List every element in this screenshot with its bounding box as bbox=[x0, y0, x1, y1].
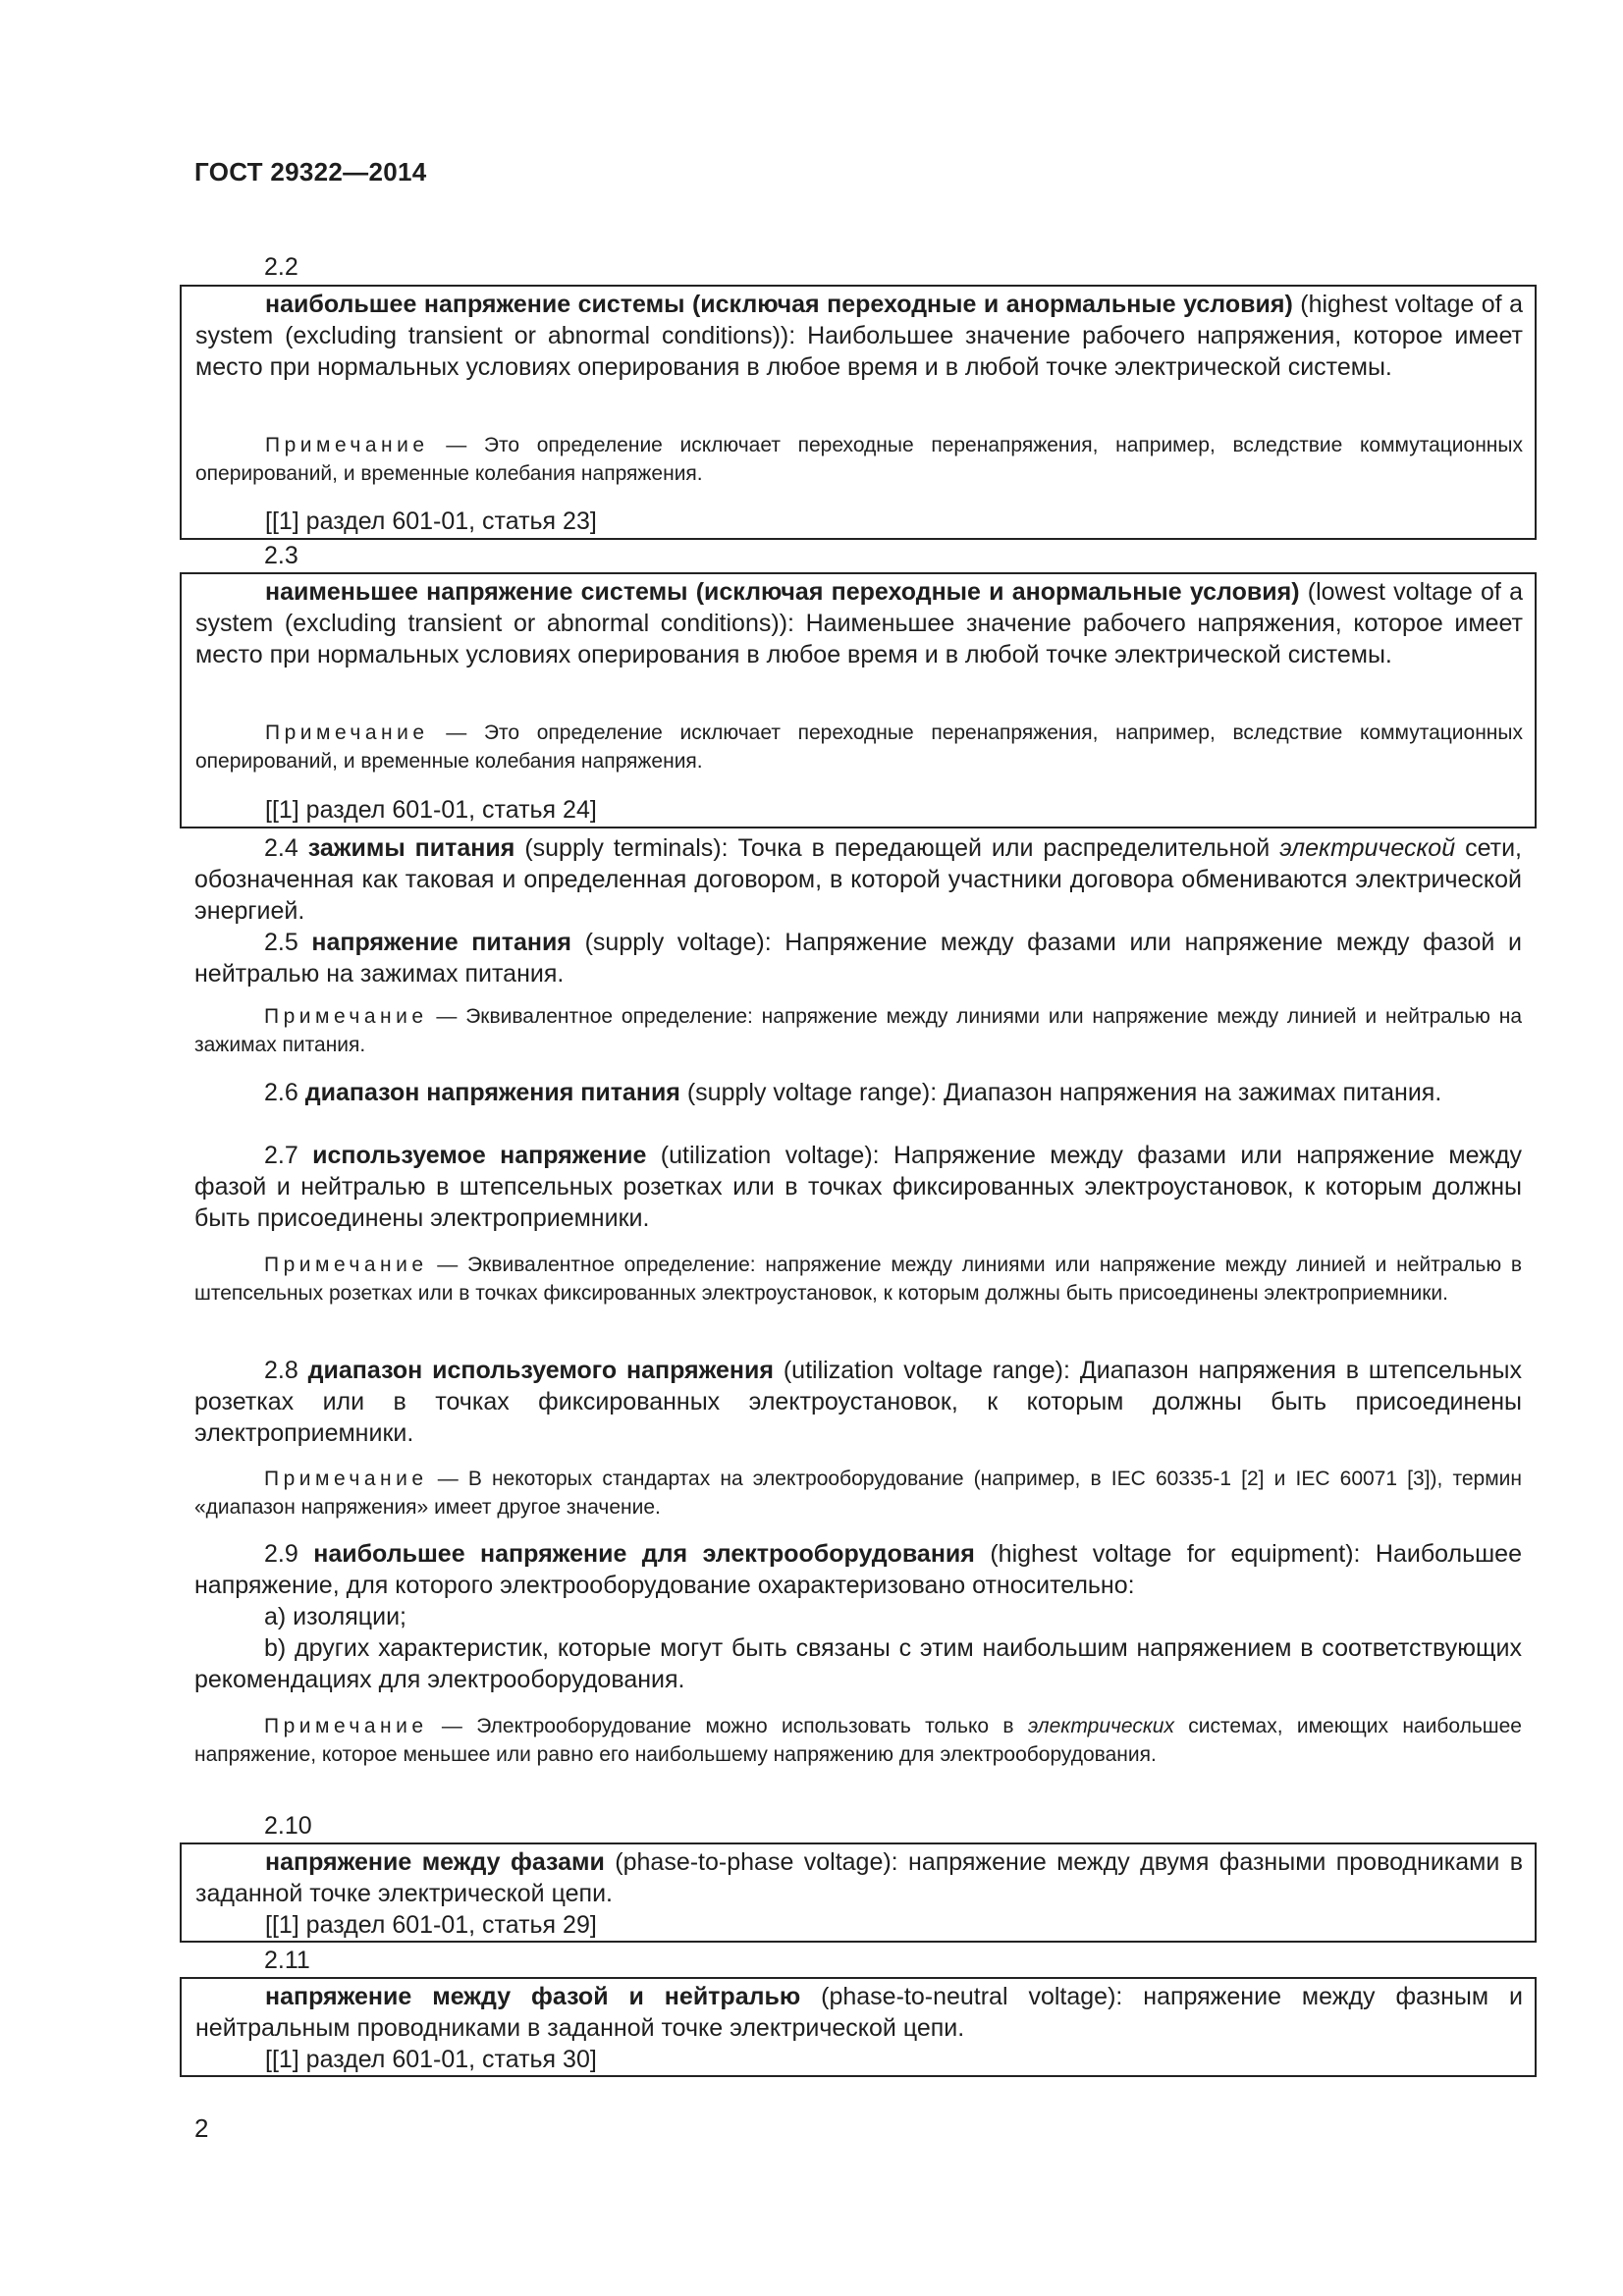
term-2-4: зажимы питания bbox=[307, 834, 515, 862]
note-2-9 bbox=[194, 1712, 1522, 1769]
note-2-3 bbox=[195, 719, 1523, 775]
list-item-b: b) других характеристик, которые могут быть связаны с этим наибольшим напряжением в соответствующих рекомендациях для электрооборудования. bbox=[194, 1634, 1522, 1693]
reference-2-11: [[1] раздел 601-01, статья 30] bbox=[265, 2046, 597, 2073]
definition-text-2-4b: сети, обозначенная как таковая и определенная договором, в которой участники договора обмениваются электрической энергией. bbox=[194, 834, 1522, 925]
definition-2-9 bbox=[194, 1538, 1522, 1601]
definition-2-10 bbox=[195, 1846, 1523, 1909]
definition-box-2-3 bbox=[180, 572, 1537, 828]
term-2-7: используемое напряжение bbox=[312, 1142, 647, 1169]
page-number: 2 bbox=[194, 2113, 209, 2143]
term-2-3: наименьшее напряжение системы (исключая переходные и анормальные условия) bbox=[265, 578, 1300, 606]
term-2-8: диапазон используемого напряжения bbox=[307, 1357, 774, 1384]
definition-2-4 bbox=[194, 832, 1522, 927]
note-text-2-7: — Эквивалентное определение: напряжение между линиями или напряжение между линией и нейтралью в штепсельных розетках или в точках фиксированных электроустановок, к которым должны быть присоединены электроприемники. bbox=[194, 1254, 1522, 1305]
note-2-8 bbox=[194, 1465, 1522, 1522]
definition-box-2-2 bbox=[180, 285, 1537, 540]
note-2-5 bbox=[194, 1002, 1522, 1059]
note-text-2-9a: — Электрооборудование можно использовать только в bbox=[427, 1715, 1028, 1737]
term-2-6: диапазон напряжения питания bbox=[304, 1079, 680, 1106]
note-text-2-2: — Это определение исключает переходные перенапряжения, например, вследствие коммутационных оперирований, и временные колебания напряжения. bbox=[195, 434, 1523, 485]
note-2-7 bbox=[194, 1251, 1522, 1308]
definition-2-5 bbox=[194, 927, 1522, 989]
term-2-11: напряжение между фазой и нейтралью bbox=[265, 1983, 801, 2010]
definition-text-2-4a: (supply terminals): Точка в передающей или распределительной bbox=[514, 834, 1280, 862]
section-number-2-11: 2.11 bbox=[264, 1947, 310, 1974]
section-number-2-3: 2.3 bbox=[264, 542, 298, 569]
note-label: Примечание bbox=[264, 1715, 428, 1737]
definition-italic-2-4: электрической bbox=[1279, 834, 1456, 862]
definition-2-3 bbox=[195, 576, 1523, 670]
definition-text-2-3: (lowest voltage of a system (excluding transient or abnormal conditions)): Наименьшее значение рабочего напряжения, которое имеет место при нормальных условиях оперирования в любое время и в любой точке электрической системы. bbox=[195, 578, 1523, 668]
term-2-5: напряжение питания bbox=[311, 929, 571, 956]
document-header: ГОСТ 29322—2014 bbox=[194, 157, 427, 187]
section-number-2-9: 2.9 bbox=[264, 1540, 298, 1568]
definition-text-2-11: (phase-to-neutral voltage): напряжение между фазным и нейтральным проводниками в заданной точке электрической цепи. bbox=[195, 1983, 1523, 2042]
definition-text-2-9: (highest voltage for equipment): Наибольшее напряжение, для которого электрооборудование охарактеризовано относительно: bbox=[194, 1540, 1522, 1599]
definition-2-11 bbox=[195, 1981, 1523, 2044]
reference-2-10: [[1] раздел 601-01, статья 29] bbox=[265, 1911, 597, 1939]
section-number-2-5: 2.5 bbox=[264, 929, 298, 956]
section-number-2-7: 2.7 bbox=[264, 1142, 298, 1169]
section-number-2-8: 2.8 bbox=[264, 1357, 298, 1384]
definition-text-2-2: (highest voltage of a system (excluding transient or abnormal conditions)): Наибольшее значение рабочего напряжения, которое имеет место при нормальных условиях оперирования в любое время и в любой точке электрической системы. bbox=[195, 291, 1524, 381]
note-label: Примечание bbox=[265, 434, 429, 456]
term-2-9: наибольшее напряжение для электрооборудования bbox=[313, 1540, 975, 1568]
definition-text-2-5: (supply voltage): Напряжение между фазами или напряжение между фазой и нейтралью на зажимах питания. bbox=[194, 929, 1522, 988]
note-label: Примечание bbox=[264, 1468, 428, 1490]
section-number-2-4: 2.4 bbox=[264, 834, 298, 862]
definition-text-2-7: (utilization voltage): Напряжение между фазами или напряжение между фазой и нейтралью в штепсельных розетках или в точках фиксированных электроустановок, к которым должны быть присоединены электроприемники. bbox=[194, 1142, 1522, 1232]
reference-2-3: [[1] раздел 601-01, статья 24] bbox=[265, 796, 597, 824]
note-text-2-8: — В некоторых стандартах на электрооборудование (например, в IEC 60335-1 [2] и IEC 60071 [3]), термин «диапазон напряжения» имеет другое значение. bbox=[194, 1468, 1522, 1519]
term-2-2: наибольшее напряжение системы (исключая переходные и анормальные условия) bbox=[265, 291, 1293, 318]
note-label: Примечание bbox=[264, 1005, 428, 1028]
definition-2-2 bbox=[195, 289, 1523, 383]
section-number-2-6: 2.6 bbox=[264, 1079, 298, 1106]
section-number-2-2: 2.2 bbox=[264, 253, 298, 281]
definition-text-2-10: (phase-to-phase voltage): напряжение между двумя фазными проводниками в заданной точке электрической цепи. bbox=[195, 1848, 1523, 1907]
definition-2-7 bbox=[194, 1140, 1522, 1234]
definition-2-8 bbox=[194, 1355, 1522, 1449]
note-text-2-5: — Эквивалентное определение: напряжение между линиями или напряжение между линией и нейтралью на зажимах питания. bbox=[194, 1005, 1522, 1056]
definition-2-6 bbox=[194, 1077, 1522, 1108]
list-item-a: a) изоляции; bbox=[264, 1603, 406, 1630]
definition-box-2-11 bbox=[180, 1977, 1537, 2077]
term-2-10: напряжение между фазами bbox=[265, 1848, 605, 1876]
reference-2-2: [[1] раздел 601-01, статья 23] bbox=[265, 507, 597, 535]
section-number-2-10: 2.10 bbox=[264, 1812, 312, 1840]
definition-text-2-8: (utilization voltage range): Диапазон напряжения в штепсельных розетках или в точках фиксированных электроустановок, к которым должны быть присоединены электроприемники. bbox=[194, 1357, 1522, 1447]
note-2-2 bbox=[195, 431, 1523, 488]
definition-text-2-6: (supply voltage range): Диапазон напряжения на зажимах питания. bbox=[679, 1079, 1442, 1106]
note-text-2-3: — Это определение исключает переходные перенапряжения, например, вследствие коммутационных оперирований, и временные колебания напряжения. bbox=[195, 721, 1523, 773]
note-text-2-9b: системах, имеющих наибольшее напряжение, которое меньшее или равно его наибольшему напряжению для электрооборудования. bbox=[194, 1715, 1522, 1766]
definition-box-2-10 bbox=[180, 1842, 1537, 1943]
note-label: Примечание bbox=[265, 721, 429, 744]
note-label: Примечание bbox=[264, 1254, 428, 1276]
note-italic-2-9: электрических bbox=[1027, 1715, 1174, 1737]
